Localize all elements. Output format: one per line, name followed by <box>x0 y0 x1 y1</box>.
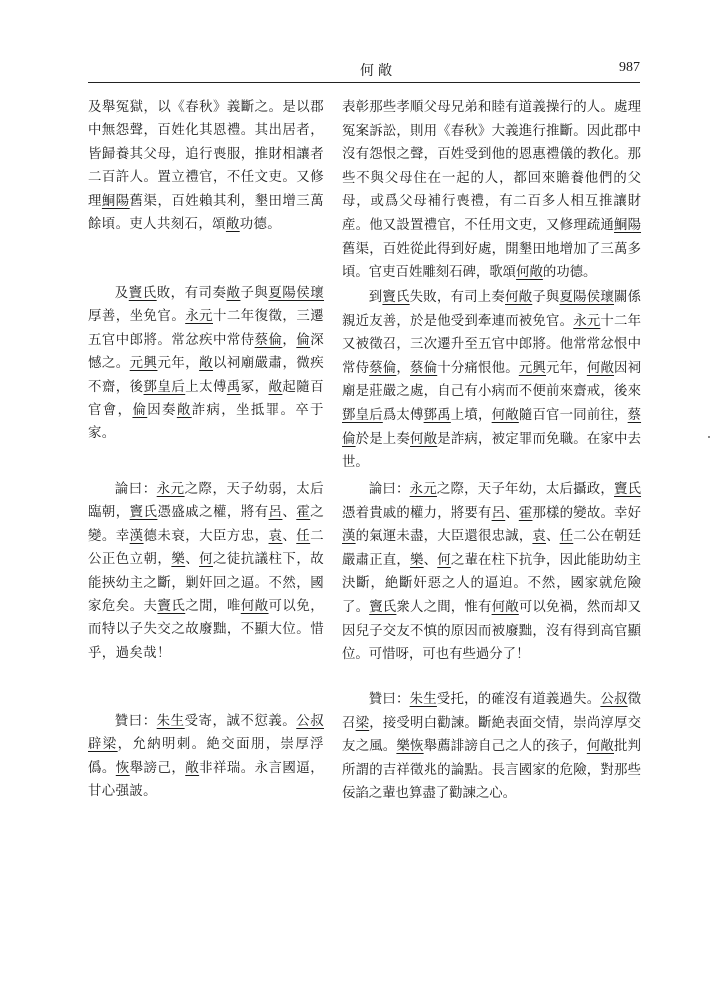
translation-eulogy <box>342 688 641 806</box>
page-header <box>88 58 640 80</box>
proper-name: 鮦陽 <box>101 193 130 209</box>
proper-name: 何 <box>199 552 213 568</box>
text-run: 憑着貴戚的權力，將要有 <box>342 505 492 521</box>
proper-name: 霍 <box>518 505 533 521</box>
text-run: 起隨百官會， <box>88 379 324 419</box>
proper-name: 倫 <box>296 332 311 348</box>
text-run: 元年， <box>546 360 587 376</box>
proper-name: 竇氏 <box>382 290 410 305</box>
text-run: 十二年又被徵召，三次遷升至五官中郎將。他常常忿恨中常侍 <box>342 313 642 376</box>
text-run: 可以免禍，然而却又因兒子交友不慎的原因而被廢黜，沒有得到高官顯位。可惜呀，可也有些過分了！ <box>342 599 642 663</box>
text-run: 因奏 <box>147 403 177 419</box>
original-eulogy <box>88 710 324 804</box>
text-run: 之徒抗議柱下，故能挾幼主之斷，剿奸回之逼。不然，國家危矣。夫 <box>88 552 324 615</box>
proper-name: 蔡倫 <box>369 360 397 376</box>
text-run: 、 <box>546 529 560 545</box>
text-run: 徵召 <box>342 692 642 731</box>
text-run: 隨百官一同前往， <box>518 407 628 423</box>
text-run: 厚善，坐免官。 <box>88 309 186 325</box>
text-run: 之際，天子年幼，太后攝政， <box>436 482 615 497</box>
proper-name: 竇氏 <box>128 286 157 301</box>
proper-name: 夏陽侯瓌 <box>268 286 325 301</box>
text-run: 到 <box>368 290 383 305</box>
text-run: 子與 <box>240 286 269 301</box>
proper-name: 蔡倫 <box>410 360 438 376</box>
text-run: 二公正色立朝， <box>88 528 324 568</box>
proper-name: 何敞 <box>240 599 269 615</box>
proper-name: 任 <box>559 529 574 545</box>
proper-name: 竇氏 <box>129 505 158 521</box>
proper-name: 何敞 <box>516 265 543 281</box>
proper-name: 何敞 <box>491 407 519 423</box>
proper-name: 敞 <box>176 403 192 419</box>
proper-name: 敞 <box>225 217 240 233</box>
text-run: 表彰那些孝順父母兄弟和睦有道義操行的人。處理冤案訴訟，則用《春秋》大義進行推斷。因此郡中沒有怨恨之聲，百姓受到他的恩惠禮儀的教化。那些不與父母住在一起的人，都回來贍養他們的父母，或爲父母補行喪禮，有二百多人相互推讓財産。他又設置禮官，不任用文吏，又修理疏通 <box>342 100 641 233</box>
text-run: 的氣運未盡，大臣還很忠誠， <box>355 529 533 545</box>
text-run: 贊曰： <box>368 692 410 707</box>
proper-name: 竇氏 <box>614 482 642 497</box>
text-run: 冢， <box>240 379 269 395</box>
text-run: 上墳， <box>450 407 492 423</box>
proper-name: 呂 <box>268 505 283 521</box>
text-run: 因祠廟是莊嚴之處，自己有小病而不便前來齋戒，後來 <box>342 360 642 400</box>
proper-name: 漢 <box>129 528 144 544</box>
text-run: 、 <box>282 528 297 544</box>
text-run: 那樣的變故。幸好 <box>532 505 642 521</box>
text-run: 、 <box>423 552 438 568</box>
proper-name: 何敞 <box>410 431 438 447</box>
proper-name: 禹 <box>226 379 241 395</box>
text-run: 敗，有司奏 <box>156 286 227 301</box>
text-run: ，允納明刺。絶交面朋，崇厚浮僞。 <box>88 737 324 776</box>
proper-name: 朱生 <box>156 714 185 729</box>
proper-name: 霍 <box>296 505 311 521</box>
proper-name: 竇氏 <box>369 599 397 615</box>
proper-name: 元興 <box>518 360 547 376</box>
proper-name: 何敞 <box>505 290 533 305</box>
text-run: 批判所謂的吉祥徵兆的論點。長言國家的危險，對那些佞諂之輩也算盡了勸諫之心。 <box>342 739 642 802</box>
text-run: 、 <box>282 505 297 521</box>
text-run: 舉薦誹謗自己之人的孩子， <box>423 739 587 755</box>
text-run: 二公在朝廷嚴肅正直， <box>342 529 642 568</box>
text-run: 之輩在柱下抗争，因此能助幼主決斷，絶斷奸惡之人的逼迫。不然，國家就危險了。 <box>342 552 642 615</box>
text-run: 舊渠，百姓從此得到好處，開墾田地增加了三萬多頃。官吏百姓雕刻石碑，歌頌 <box>342 241 641 281</box>
proper-name: 何敞 <box>586 739 615 755</box>
proper-name: 竇氏 <box>157 599 186 615</box>
original-paragraph <box>88 96 324 236</box>
proper-name: 蔡倫 <box>254 332 283 348</box>
proper-name: 何 <box>437 552 451 568</box>
proper-name: 敞 <box>185 760 200 776</box>
proper-name: 永元 <box>185 309 213 325</box>
text-run: 上太傅 <box>185 379 227 395</box>
text-run: 可以免，而特以子失交之故廢黜，不顯大位。惜乎，過矣哉！ <box>88 599 324 661</box>
proper-name: 何敞 <box>586 360 615 376</box>
proper-name: 敞 <box>199 356 214 372</box>
proper-name: 鮦陽 <box>614 217 642 233</box>
text-run: 之變。幸 <box>88 505 324 544</box>
text-run: 失敗，有司上奏 <box>409 290 506 305</box>
proper-name: 夏陽侯瓌 <box>559 290 615 305</box>
header-rule <box>88 82 640 83</box>
proper-name: 呂 <box>491 505 506 521</box>
proper-name: 漢 <box>342 529 356 545</box>
proper-name: 何敞 <box>491 599 519 615</box>
text-run: 衆人之間，惟有 <box>396 599 492 615</box>
text-run: 受托，的確沒有道義過失。 <box>436 692 601 707</box>
text-run: ， <box>396 360 411 376</box>
original-paragraph <box>88 282 324 446</box>
text-run: 、 <box>185 552 200 568</box>
running-title: 何敞 <box>360 63 396 79</box>
text-run: 、 <box>505 505 519 521</box>
text-run: 詐病，坐抵罪。卒于家。 <box>88 403 324 442</box>
proper-name: 倫 <box>132 403 148 419</box>
proper-name: 敞 <box>268 379 283 395</box>
scan-speck <box>708 436 710 438</box>
text-run: 論曰： <box>114 482 157 497</box>
proper-name: 永元 <box>409 482 437 497</box>
text-run: 十分痛恨他。 <box>437 360 519 376</box>
proper-name: 樂 <box>410 552 424 568</box>
text-run: 以祠廟嚴肅，微疾不齋，後 <box>88 356 325 395</box>
text-run: 之閒，唯 <box>185 599 241 615</box>
text-run: 舉謗己， <box>129 760 186 776</box>
text-run: 於是上奏 <box>355 431 411 447</box>
text-run: 十二年復徵，三遷五官中郎將。常忿疾中常侍 <box>88 309 324 348</box>
text-run: 關係親近友善，於是他受到牽連而被免官。 <box>342 290 642 329</box>
proper-name: 元興 <box>129 356 158 372</box>
proper-name: 恢 <box>115 760 130 776</box>
translation-paragraph <box>342 96 641 285</box>
text-run: 憑盛戚之權，將有 <box>157 505 269 521</box>
proper-name: 鄧皇后 <box>143 379 186 395</box>
text-run: ，接受明白勸諫。斷絶表面交情，崇尚淳厚交友之風。 <box>342 715 642 755</box>
proper-name: 鄧皇后 <box>342 407 383 423</box>
text-run: 功德。 <box>239 217 282 233</box>
text-run: 論曰： <box>368 482 410 497</box>
text-run: 之際，天子幼弱，太后臨朝， <box>88 482 324 521</box>
translation-paragraph <box>342 286 641 475</box>
text-run: 的功德。 <box>542 265 597 281</box>
text-run: 子與 <box>532 290 560 305</box>
text-run: 德未衰，大臣方忠， <box>143 528 269 544</box>
proper-name: 樂恢 <box>396 739 424 755</box>
proper-name: 公叔 <box>600 692 628 707</box>
text-run: 受寄，誠不愆義。 <box>184 714 297 729</box>
proper-name: 朱生 <box>409 692 437 707</box>
proper-name: 永元 <box>156 482 185 497</box>
text-run: 非祥瑞。永言國逼，甘心强詖。 <box>88 760 324 800</box>
proper-name: 袁 <box>268 528 283 544</box>
text-run: 及 <box>114 286 129 301</box>
text-run: 元年， <box>157 356 200 372</box>
proper-name: 永元 <box>573 313 601 329</box>
proper-name: 蔡倫 <box>342 407 642 447</box>
proper-name: 敞 <box>226 286 241 301</box>
page-number: 987 <box>619 60 640 75</box>
translation-commentary <box>342 478 641 667</box>
proper-name: 任 <box>296 528 311 544</box>
proper-name: 袁 <box>532 529 547 545</box>
proper-name: 梁 <box>355 715 370 731</box>
proper-name: 樂 <box>171 552 186 568</box>
text-run: 深憾之。 <box>88 332 324 372</box>
text-run: ， <box>282 332 297 348</box>
text-run: 舊渠，百姓賴其利，墾田增三萬餘頃。吏人共刻石，頌 <box>88 193 324 233</box>
proper-name: 公叔辟梁 <box>88 714 324 753</box>
text-run: 及舉冤獄，以《春秋》義斷之。是以郡中無怨聲，百姓化其恩禮。其出居者，皆歸養其父母，追行喪服，推財相讓者二百許人。置立禮官，不任文吏。又修理 <box>88 100 324 209</box>
text-run: 爲太傅 <box>382 407 424 423</box>
proper-name: 鄧禹 <box>423 407 451 423</box>
text-run: 是詐病，被定罪而免職。在家中去世。 <box>342 431 642 471</box>
text-run: 贊曰： <box>114 714 157 729</box>
original-commentary <box>88 478 324 665</box>
